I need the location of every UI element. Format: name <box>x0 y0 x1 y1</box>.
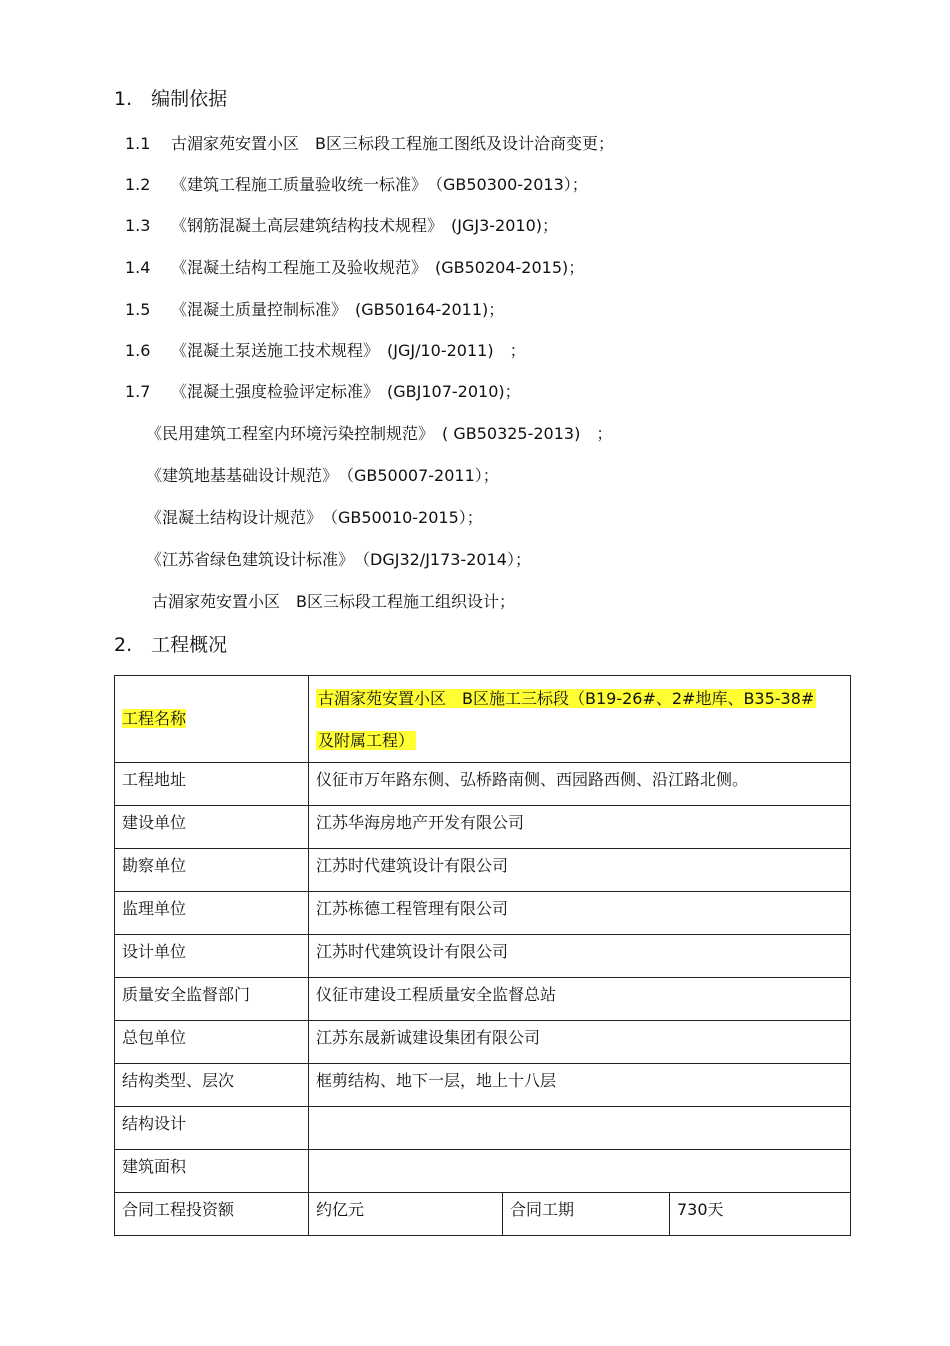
table-cell-label: 质量安全监督部门 <box>115 978 309 1021</box>
list-item: 《混凝土结构设计规范》 （GB50010-2015）； <box>146 508 483 527</box>
table-cell-value: 仪征市建设工程质量安全监督总站 <box>309 978 851 1021</box>
table-cell-value: 框剪结构、地下一层，地上十八层 <box>309 1064 851 1107</box>
list-item: 《民用建筑工程室内环境污染控制规范》 ( GB50325-2013) ； <box>146 424 613 443</box>
list-item: 1.3 《钢筋混凝土高层建筑结构技术规程》 (JGJ3-2010)； <box>125 216 558 235</box>
list-item: 1.2 《建筑工程施工质量验收统一标准》 （GB50300-2013）； <box>125 175 588 194</box>
table-row <box>115 676 851 763</box>
table-cell-label: 合同工程投资额 <box>115 1193 309 1236</box>
table-cell-label: 总包单位 <box>115 1021 309 1064</box>
table-cell-label: 合同工期 <box>503 1193 670 1236</box>
table-row <box>115 1021 851 1064</box>
table-cell-value <box>309 1107 851 1150</box>
table-cell-label: 结构类型、层次 <box>115 1064 309 1107</box>
list-item: 《建筑地基基础设计规范》 （GB50007-2011）； <box>146 466 499 485</box>
table-cell-value: 江苏华海房地产开发有限公司 <box>309 806 851 849</box>
list-item: 《江苏省绿色建筑设计标准》 （DGJ32/J173-2014）； <box>146 550 531 569</box>
table-row <box>115 1107 851 1150</box>
section1-heading: 1. 编制依据 <box>114 88 228 110</box>
project-overview-table <box>114 675 851 1236</box>
table-row <box>115 935 851 978</box>
table-cell-label: 建筑面积 <box>115 1150 309 1193</box>
table-cell-value: 约亿元 <box>309 1193 503 1236</box>
table-cell-label: 建设单位 <box>115 806 309 849</box>
table-row <box>115 763 851 806</box>
table-cell-label: 设计单位 <box>115 935 309 978</box>
table-cell-label: 勘察单位 <box>115 849 309 892</box>
table-row <box>115 978 851 1021</box>
list-item: 古湄家苑安置小区 B区三标段工程施工组织设计； <box>152 592 515 611</box>
table-cell-label: 工程名称 <box>115 676 309 763</box>
table-row <box>115 1064 851 1107</box>
list-item: 1.6 《混凝土泵送施工技术规程》 (JGJ/10-2011) ； <box>125 341 526 360</box>
table-cell-value: 江苏东晟新诚建设集团有限公司 <box>309 1021 851 1064</box>
table-cell-value: 仪征市万年路东侧、弘桥路南侧、西园路西侧、沿江路北侧。 <box>309 763 851 806</box>
table-row <box>115 849 851 892</box>
list-item: 1.5 《混凝土质量控制标准》 (GB50164-2011)； <box>125 300 505 319</box>
table-cell-label: 结构设计 <box>115 1107 309 1150</box>
table-cell-label: 监理单位 <box>115 892 309 935</box>
table-cell-value: 江苏时代建筑设计有限公司 <box>309 849 851 892</box>
table-row <box>115 1150 851 1193</box>
table-cell-value: 江苏时代建筑设计有限公司 <box>309 935 851 978</box>
table-cell-value: 江苏栋德工程管理有限公司 <box>309 892 851 935</box>
list-item: 1.1 古湄家苑安置小区 B区三标段工程施工图纸及设计洽商变更； <box>125 134 614 153</box>
table-row <box>115 806 851 849</box>
table-row <box>115 892 851 935</box>
section2-heading: 2. 工程概况 <box>114 634 228 656</box>
table-cell-value: 古湄家苑安置小区 B区施工三标段（B19-26#、2#地库、B35-38# 及附属工程） <box>309 676 851 763</box>
list-item: 1.4 《混凝土结构工程施工及验收规范》 (GB50204-2015)； <box>125 258 585 277</box>
table-row <box>115 1193 851 1236</box>
list-item: 1.7 《混凝土强度检验评定标准》 (GBJ107-2010)； <box>125 382 521 401</box>
table-cell-value <box>309 1150 851 1193</box>
table-cell-label: 工程地址 <box>115 763 309 806</box>
table-cell-value: 730天 <box>670 1193 851 1236</box>
